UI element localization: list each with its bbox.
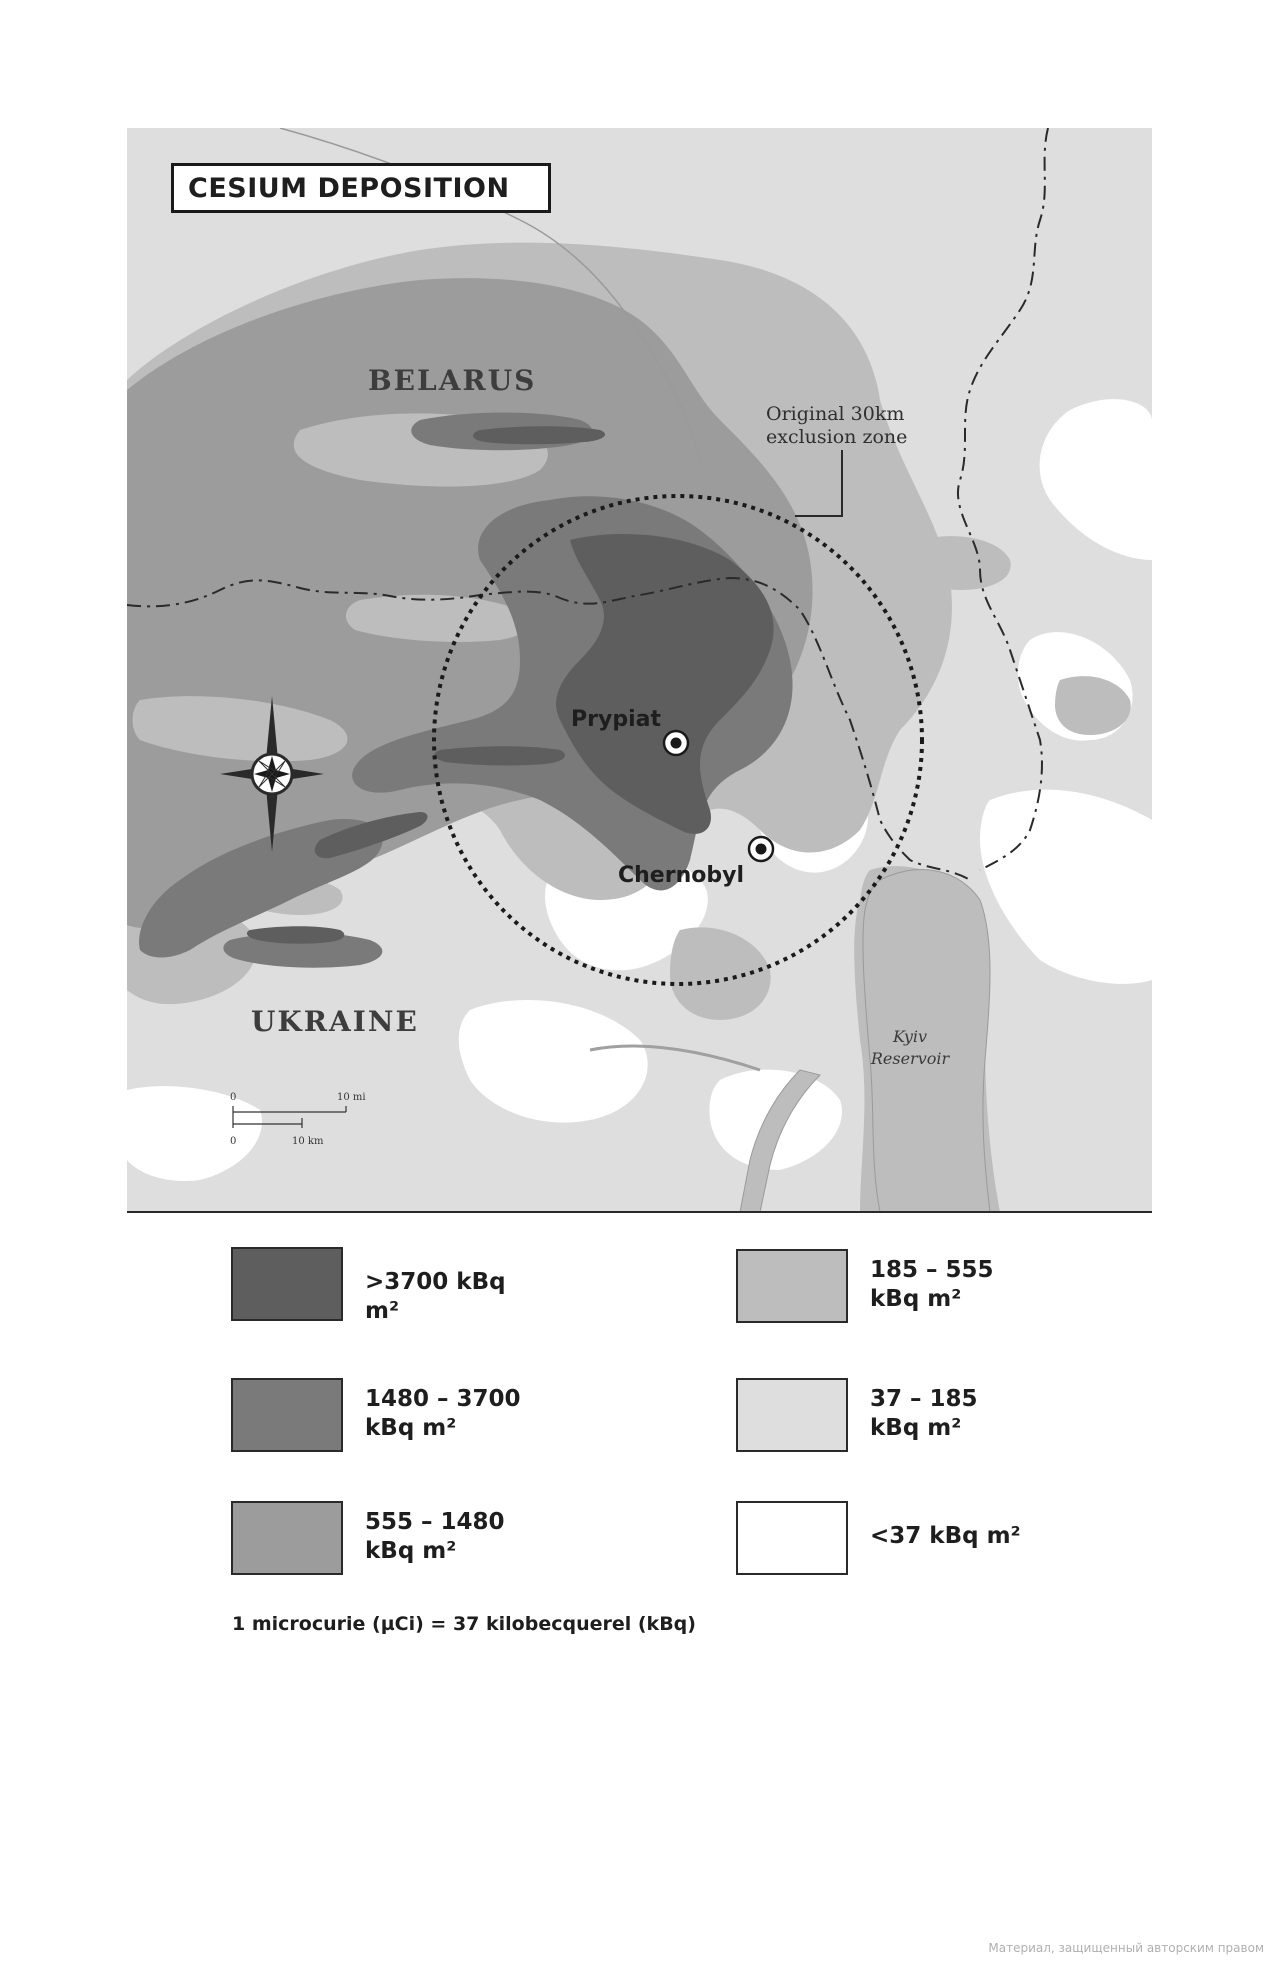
legend-text-555-1480 (365, 1508, 535, 1566)
legend-item-37-185 (736, 1378, 1040, 1452)
legend-text-under-37 (870, 1522, 1040, 1551)
legend-label: >3700 kBq m² (365, 1269, 506, 1324)
legend-item-over-3700 (231, 1247, 535, 1326)
legend-text-185-555 (870, 1256, 1040, 1314)
exclusion-zone-label (766, 403, 907, 449)
city-label-chernobyl: Chernobyl (618, 863, 744, 888)
legend-text-1480-3700 (365, 1385, 535, 1443)
label-ukraine: UKRAINE (251, 1005, 419, 1038)
legend-swatch-555-1480 (231, 1501, 343, 1575)
prypiat-marker (664, 731, 688, 755)
legend-swatch-185-555 (736, 1249, 848, 1323)
legend-unit: kBq m² (365, 1538, 457, 1564)
legend-item-1480-3700 (231, 1378, 535, 1452)
city-label-prypiat: Prypiat (571, 707, 661, 732)
legend-label: <37 kBq m² (870, 1523, 1021, 1549)
legend-label: 1480 – 3700 (365, 1386, 521, 1412)
copyright-watermark: Материал, защищенный авторским правом (988, 1941, 1264, 1955)
reservoir-label-line2: Reservoir (870, 1049, 950, 1068)
legend-swatch-over-3700 (231, 1247, 343, 1321)
exclusion-zone-label-line2: exclusion zone (766, 426, 908, 448)
legend-item-under-37 (736, 1501, 1040, 1575)
reservoir-label (858, 1026, 962, 1070)
legend-swatch-under-37 (736, 1501, 848, 1575)
legend-label: 185 – 555 (870, 1257, 994, 1283)
exclusion-zone-label-line1: Original 30km (766, 403, 905, 425)
legend-label: 37 – 185 (870, 1386, 978, 1412)
scale-10-km: 10 km (292, 1136, 324, 1147)
legend-item-555-1480 (231, 1501, 535, 1575)
unit-conversion-note: 1 microcurie (µCi) = 37 kilobecquerel (kBq) (232, 1613, 696, 1635)
legend-text-over-3700 (365, 1268, 535, 1326)
legend-swatch-1480-3700 (231, 1378, 343, 1452)
reservoir-label-line1: Kyiv (892, 1027, 928, 1046)
scale-zero-km: 0 (230, 1136, 237, 1147)
legend-unit: kBq m² (870, 1415, 962, 1441)
scale-zero-miles: 0 (230, 1092, 237, 1103)
legend-item-185-555 (736, 1249, 1040, 1323)
map-title: CESIUM DEPOSITION (188, 172, 510, 204)
legend-unit: kBq m² (365, 1415, 457, 1441)
map-title-box (171, 163, 551, 213)
legend-text-37-185 (870, 1385, 1040, 1443)
legend-label: 555 – 1480 (365, 1509, 505, 1535)
chernobyl-marker (749, 837, 773, 861)
label-belarus: BELARUS (368, 364, 537, 397)
legend-swatch-37-185 (736, 1378, 848, 1452)
legend-unit: kBq m² (870, 1286, 962, 1312)
scale-10-miles: 10 mi (337, 1092, 366, 1103)
